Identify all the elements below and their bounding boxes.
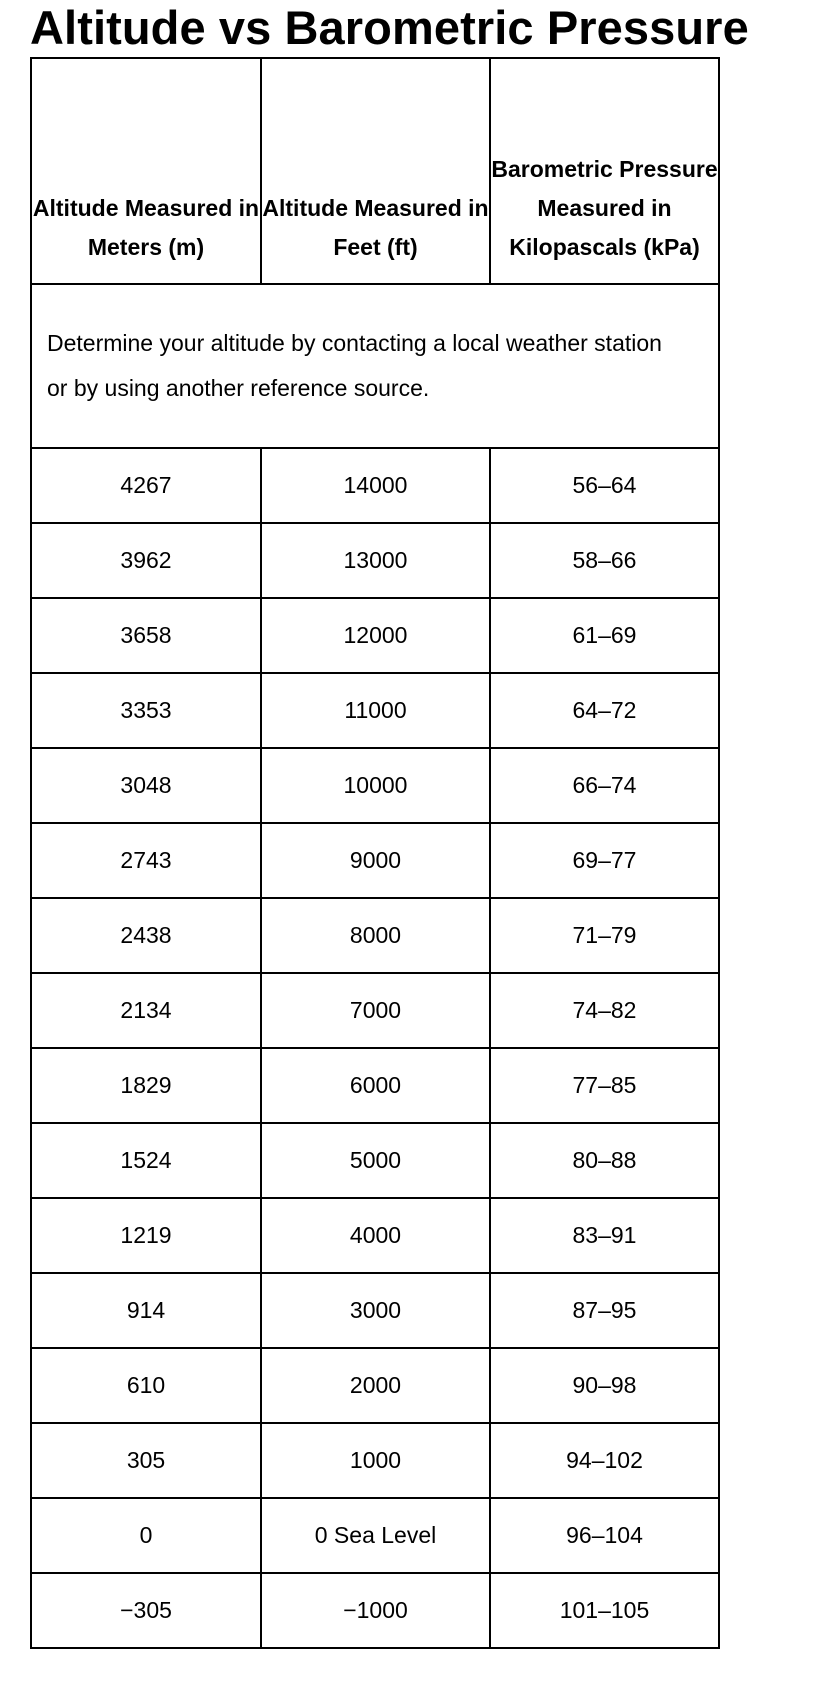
table-row [31, 1573, 719, 1648]
cell-feet: 14000 [261, 448, 490, 523]
cell-meters: −305 [31, 1573, 261, 1648]
header-feet: Altitude Measured in Feet (ft) [261, 58, 490, 284]
cell-feet: 11000 [261, 673, 490, 748]
cell-pressure: 96–104 [490, 1498, 719, 1573]
table-row [31, 1348, 719, 1423]
page-title: Altitude vs Barometric Pressure [30, 1, 749, 54]
cell-feet: 13000 [261, 523, 490, 598]
cell-meters: 0 [31, 1498, 261, 1573]
cell-feet: 12000 [261, 598, 490, 673]
note-row [31, 284, 719, 448]
cell-feet: 7000 [261, 973, 490, 1048]
cell-pressure: 56–64 [490, 448, 719, 523]
cell-feet: 4000 [261, 1198, 490, 1273]
table-row [31, 1198, 719, 1273]
cell-pressure: 77–85 [490, 1048, 719, 1123]
cell-feet: 9000 [261, 823, 490, 898]
cell-feet: 0 Sea Level [261, 1498, 490, 1573]
table-row [31, 1423, 719, 1498]
cell-feet: 3000 [261, 1273, 490, 1348]
header-pressure: Barometric Pressure Measured in Kilopascals (kPa) [490, 58, 719, 284]
table-row [31, 1273, 719, 1348]
cell-pressure: 80–88 [490, 1123, 719, 1198]
cell-meters: 610 [31, 1348, 261, 1423]
cell-meters: 1829 [31, 1048, 261, 1123]
table-row [31, 1498, 719, 1573]
cell-pressure: 74–82 [490, 973, 719, 1048]
cell-feet: 8000 [261, 898, 490, 973]
table-row [31, 448, 719, 523]
cell-meters: 305 [31, 1423, 261, 1498]
table-row [31, 823, 719, 898]
header-meters: Altitude Measured in Meters (m) [31, 58, 261, 284]
cell-feet: 1000 [261, 1423, 490, 1498]
cell-feet: −1000 [261, 1573, 490, 1648]
cell-pressure: 87–95 [490, 1273, 719, 1348]
table-body [31, 448, 719, 1648]
cell-meters: 3048 [31, 748, 261, 823]
cell-meters: 3658 [31, 598, 261, 673]
cell-meters: 1524 [31, 1123, 261, 1198]
cell-pressure: 71–79 [490, 898, 719, 973]
cell-feet: 10000 [261, 748, 490, 823]
cell-pressure: 83–91 [490, 1198, 719, 1273]
altitude-pressure-table [30, 57, 720, 1649]
cell-meters: 3962 [31, 523, 261, 598]
table-row [31, 598, 719, 673]
cell-meters: 4267 [31, 448, 261, 523]
table-row [31, 673, 719, 748]
table-row [31, 523, 719, 598]
table-note: Determine your altitude by contacting a local weather station or by using another reference source. [31, 284, 719, 448]
cell-feet: 6000 [261, 1048, 490, 1123]
table-row [31, 1123, 719, 1198]
cell-pressure: 90–98 [490, 1348, 719, 1423]
cell-pressure: 69–77 [490, 823, 719, 898]
cell-meters: 2743 [31, 823, 261, 898]
cell-meters: 914 [31, 1273, 261, 1348]
cell-feet: 5000 [261, 1123, 490, 1198]
cell-pressure: 61–69 [490, 598, 719, 673]
cell-pressure: 64–72 [490, 673, 719, 748]
cell-meters: 2134 [31, 973, 261, 1048]
cell-pressure: 58–66 [490, 523, 719, 598]
table-header [31, 58, 719, 448]
cell-feet: 2000 [261, 1348, 490, 1423]
cell-meters: 1219 [31, 1198, 261, 1273]
table-row [31, 1048, 719, 1123]
cell-meters: 2438 [31, 898, 261, 973]
cell-pressure: 101–105 [490, 1573, 719, 1648]
header-row [31, 58, 719, 284]
table-row [31, 898, 719, 973]
table-row [31, 748, 719, 823]
cell-pressure: 66–74 [490, 748, 719, 823]
cell-meters: 3353 [31, 673, 261, 748]
cell-pressure: 94–102 [490, 1423, 719, 1498]
table-row [31, 973, 719, 1048]
